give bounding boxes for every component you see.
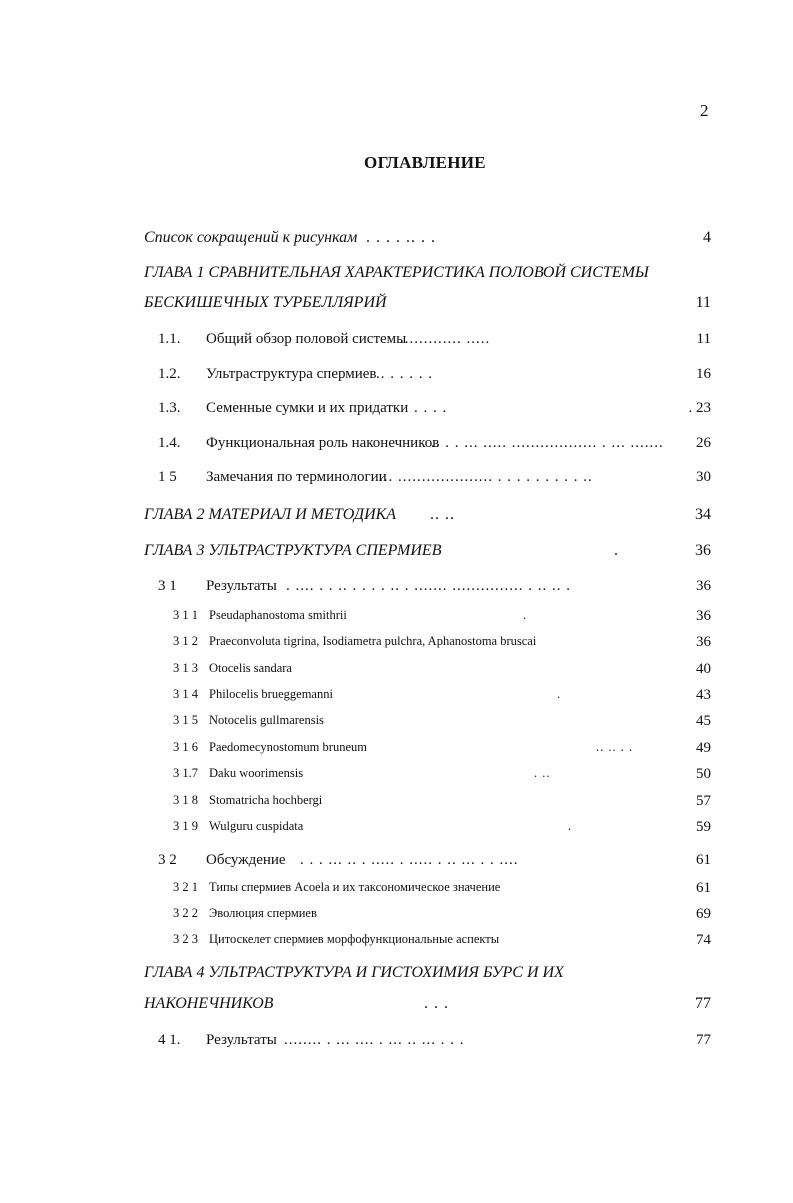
toc-entry-page: 26 (696, 435, 711, 451)
toc-leader-dots: . (557, 687, 562, 701)
toc-leader-dots: . . . ... .. . ..... . ..... . .. ... . . .... (300, 852, 519, 868)
toc-entry-label: Эволюция спермиев (209, 906, 317, 920)
toc-entry-label: Функциональная роль наконечников (206, 435, 440, 451)
toc-chapter-4-line1 (144, 964, 711, 984)
toc-entry-label: Результаты (206, 1032, 277, 1048)
toc-entry-page: 36 (696, 578, 711, 594)
toc-leader-dots: ........ . ... .... . ... .. ... . . . (284, 1032, 465, 1048)
toc-section-3-2 (158, 852, 711, 872)
toc-entry-page: 49 (696, 740, 711, 756)
toc-entry-label: Цитоскелет спермиев морфофункциональные аспекты (209, 932, 500, 946)
toc-entry-label: Daku woorimensis (209, 766, 304, 780)
toc-leader-dots: .. .. (430, 506, 455, 523)
toc-entry-page: 77 (695, 995, 711, 1012)
toc-subsection (173, 661, 711, 679)
toc-entry-page: 57 (696, 793, 711, 809)
toc-entry-label: Stomatricha hochbergi (209, 793, 323, 807)
toc-subsection (173, 608, 711, 626)
toc-entry-page: 74 (696, 932, 711, 948)
toc-entry-page: 77 (696, 1032, 711, 1048)
toc-leader-dots: .. .. . . (596, 740, 634, 754)
toc-subsection (173, 634, 711, 652)
toc-chapter-2 (144, 506, 711, 526)
toc-leader-dots: ............. ..... (400, 331, 491, 347)
toc-entry-number: 3 1 2 (173, 634, 198, 648)
toc-entry-page: 59 (696, 819, 711, 835)
toc-entry-label: Paedomecynostomum bruneum (209, 740, 367, 754)
toc-entry-number: 3 1 9 (173, 819, 198, 833)
toc-subsection (173, 793, 711, 811)
toc-entry-label: БЕСКИШЕЧНЫХ ТУРБЕЛЛЯРИЙ (144, 294, 387, 311)
toc-abbreviations (144, 229, 711, 249)
toc-entry-label: Общий обзор половой системы (206, 331, 407, 347)
toc-entry-page: 40 (696, 661, 711, 677)
toc-entry-number: 1.3. (158, 400, 181, 416)
toc-leader-dots: . . . . .. . . (366, 229, 436, 246)
toc-leader-dots: . . . (424, 995, 449, 1012)
toc-section-4-1 (158, 1032, 711, 1052)
page-number: 2 (700, 101, 709, 120)
toc-entry-page: 30 (696, 469, 711, 485)
toc-entry-page: 50 (696, 766, 711, 782)
toc-entry-number: 3 2 1 (173, 880, 198, 894)
toc-chapter-4-line2 (144, 995, 711, 1015)
page-title: ОГЛАВЛЕНИЕ (364, 153, 486, 172)
toc-entry-label: Notocelis gullmarensis (209, 713, 324, 727)
toc-subsection (173, 906, 711, 924)
toc-entry-number: 3 2 2 (173, 906, 198, 920)
toc-entry-number: 3 1 (158, 578, 177, 594)
toc-entry-page: 69 (696, 906, 711, 922)
toc-section-1-5 (158, 469, 711, 489)
toc-entry-label: ГЛАВА 3 УЛЬТРАСТРУКТУРА СПЕРМИЕВ (144, 542, 442, 559)
toc-subsection (173, 687, 711, 705)
toc-section-1-3 (158, 400, 711, 420)
toc-subsection (173, 932, 711, 950)
toc-chapter-1-line2 (144, 294, 711, 314)
toc-leader-dots: . .... . . .. . . . . .. . ....... ............... . .. .. . (286, 578, 571, 594)
toc-entry-number: 3 1.7 (173, 766, 198, 780)
toc-entry-number: 3 2 3 (173, 932, 198, 946)
toc-leader-dots: .. . . . . . (376, 366, 433, 382)
toc-entry-label: Otocelis sandara (209, 661, 292, 675)
toc-entry-number: 1 5 (158, 469, 177, 485)
toc-entry-label: Philocelis brueggemanni (209, 687, 333, 701)
toc-entry-number: 3 1 1 (173, 608, 198, 622)
toc-entry-number: 4 1. (158, 1032, 181, 1048)
toc-entry-label: ГЛАВА 4 УЛЬТРАСТРУКТУРА И ГИСТОХИМИЯ БУРС И ИХ (144, 964, 564, 981)
toc-leader-dots: . (523, 608, 528, 622)
toc-entry-page: 34 (695, 506, 711, 523)
toc-entry-label: Типы спермиев Acoela и их таксономическое значение (209, 880, 501, 894)
toc-entry-label: Результаты (206, 578, 277, 594)
toc-entry-page: 36 (696, 608, 711, 624)
toc-entry-number: 3 1 3 (173, 661, 198, 675)
toc-entry-label: ГЛАВА 1 СРАВНИТЕЛЬНАЯ ХАРАКТЕРИСТИКА ПОЛОВОЙ СИСТЕМЫ (144, 264, 649, 281)
toc-leader-dots: ... .................... . . . . . . . . . .. (379, 469, 593, 485)
toc-entry-label: Ультраструктура спермиев (206, 366, 377, 382)
toc-section-1-4 (158, 435, 711, 455)
toc-entry-page: 36 (695, 542, 711, 559)
toc-entry-number: 3 1 6 (173, 740, 198, 754)
toc-subsection (173, 740, 711, 758)
toc-entry-number: 1.2. (158, 366, 181, 382)
toc-entry-label: Wulguru cuspidata (209, 819, 304, 833)
toc-entry-page: 45 (696, 713, 711, 729)
toc-entry-label: НАКОНЕЧНИКОВ (144, 995, 274, 1012)
toc-entry-number: 3 1 5 (173, 713, 198, 727)
toc-subsection (173, 819, 711, 837)
toc-entry-label: Список сокращений к рисункам (144, 229, 358, 246)
toc-leader-dots: . (568, 819, 573, 833)
toc-entry-page: 16 (696, 366, 711, 382)
toc-entry-label: Замечания по терминологии (206, 469, 387, 485)
toc-entry-number: 3 2 (158, 852, 177, 868)
toc-section-3-1 (158, 578, 711, 598)
toc-chapter-1-line1 (144, 264, 711, 284)
toc-subsection (173, 713, 711, 731)
toc-entry-label: Praeconvoluta tigrina, Isodiametra pulchra, Aphanostoma bruscai (209, 634, 537, 648)
toc-subsection (173, 766, 711, 784)
toc-entry-number: 1.1. (158, 331, 181, 347)
toc-entry-page: 61 (696, 852, 711, 868)
toc-entry-page: 36 (696, 634, 711, 650)
toc-entry-page: 4 (703, 229, 711, 246)
toc-entry-label: Обсуждение (206, 852, 286, 868)
toc-entry-number: 3 1 8 (173, 793, 198, 807)
toc-leader-dots: .. . . ... ..... .................. . ... ....... (431, 435, 664, 451)
toc-leader-dots: . (614, 542, 619, 559)
toc-leader-dots: . . . . (414, 400, 448, 416)
toc-entry-page: 11 (696, 331, 711, 347)
toc-entry-number: 1.4. (158, 435, 181, 451)
toc-section-1-1 (158, 331, 711, 351)
toc-entry-label: Семенные сумки и их придатки (206, 400, 409, 416)
toc-entry-number: 3 1 4 (173, 687, 198, 701)
toc-entry-label: ГЛАВА 2 МАТЕРИАЛ И МЕТОДИКА (144, 506, 397, 523)
toc-chapter-3 (144, 542, 711, 562)
toc-leader-dots: . .. (534, 766, 551, 780)
toc-section-1-2 (158, 366, 711, 386)
toc-entry-page: . 23 (688, 400, 711, 416)
toc-entry-page: 43 (696, 687, 711, 703)
toc-subsection (173, 880, 711, 898)
toc-entry-page: 11 (695, 294, 711, 311)
toc-entry-label: Pseudaphanostoma smithrii (209, 608, 347, 622)
toc-entry-page: 61 (696, 880, 711, 896)
